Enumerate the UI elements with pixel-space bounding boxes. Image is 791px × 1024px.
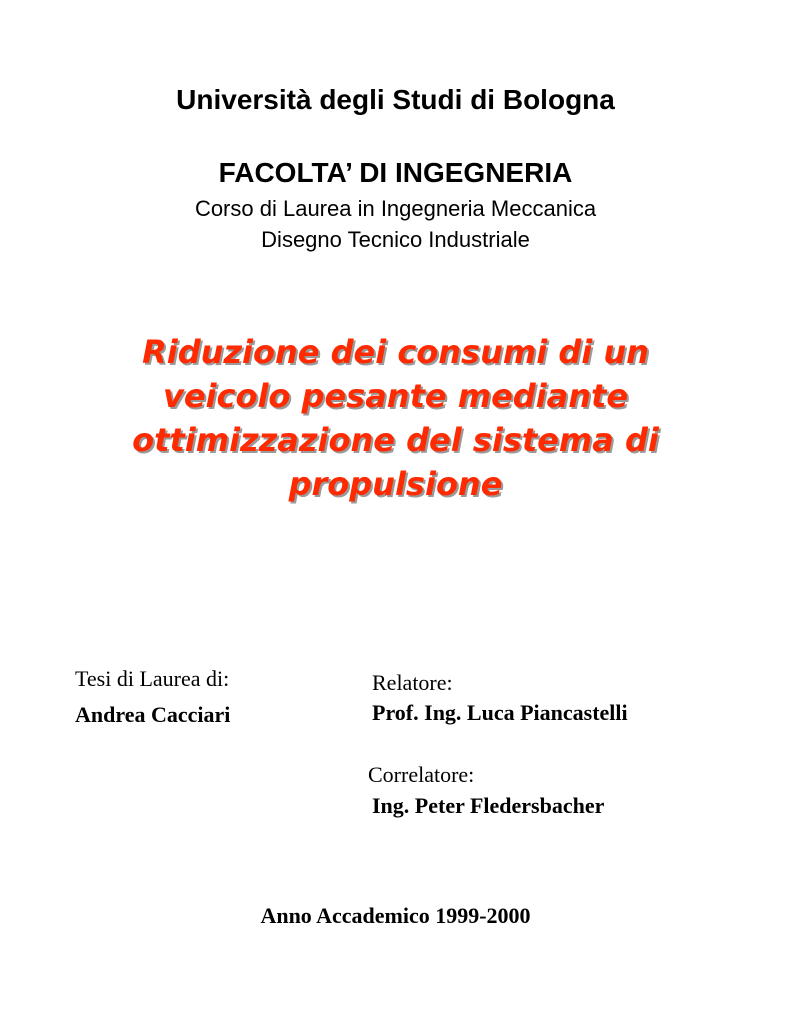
thesis-author-label: Tesi di Laurea di:	[75, 666, 230, 691]
advisor-label: Relatore:	[372, 670, 453, 695]
co-advisor-name: Ing. Peter Fledersbacher	[372, 793, 605, 818]
thesis-title-line: propulsione	[288, 465, 503, 503]
co-advisor-label: Correlatore:	[368, 762, 475, 787]
course-name: Corso di Laurea in Ingegneria Meccanica	[194, 196, 597, 221]
academic-year: Anno Accademico 1999-2000	[260, 903, 531, 928]
thesis-title-line: Riduzione dei consumi di un	[142, 333, 649, 371]
thesis-title-line: ottimizzazione del sistema di	[132, 421, 659, 459]
faculty-name: FACOLTA’ DI INGEGNERIA	[218, 157, 573, 188]
advisor-name: Prof. Ing. Luca Piancastelli	[372, 700, 628, 725]
thesis-title	[40, 330, 751, 506]
subject-name: Disegno Tecnico Industriale	[261, 227, 530, 252]
thesis-title-line: veicolo pesante mediante	[162, 377, 629, 415]
thesis-author-name: Andrea Cacciari	[75, 702, 231, 727]
university-name: Università degli Studi di Bologna	[176, 84, 615, 115]
